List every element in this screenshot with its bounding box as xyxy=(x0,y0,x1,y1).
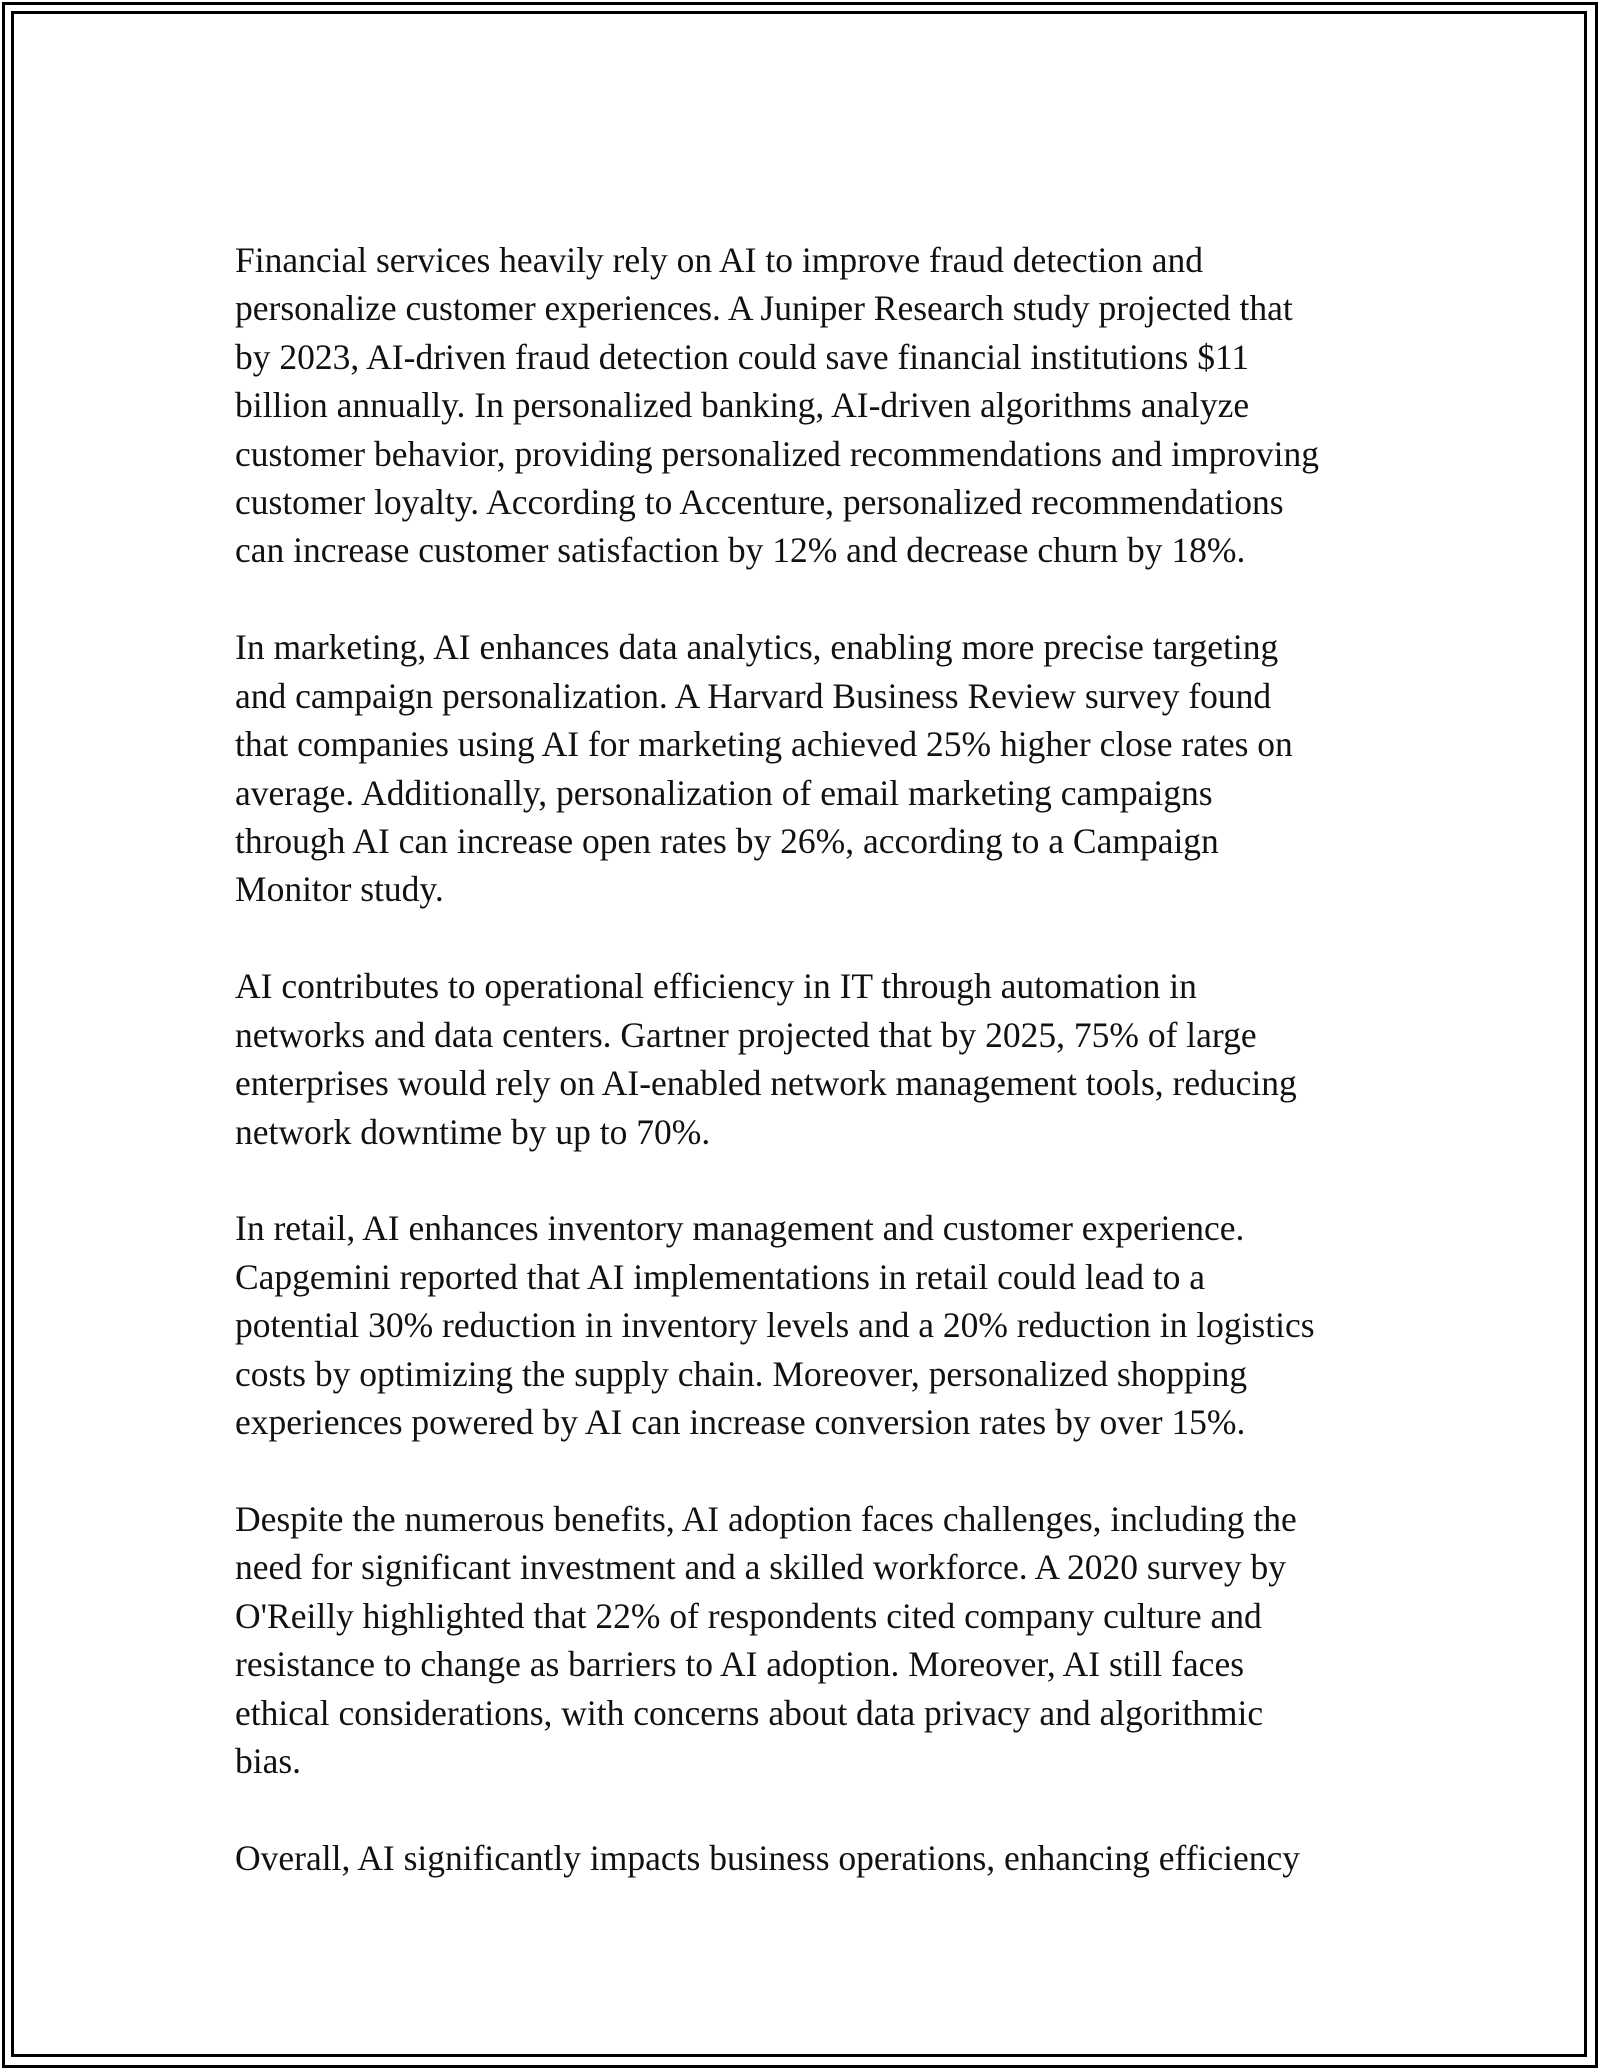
paragraph-it-operations: AI contributes to operational efficiency in IT through automation in networks and data centers. Gartner projected that by 2025, 75% of large enterprises would rely on AI-enabled network management tools, reducing network downtime by up to 70%. xyxy=(235,966,1297,1152)
document-body xyxy=(235,236,1365,1931)
paragraph-overall: Overall, AI significantly impacts business operations, enhancing efficiency xyxy=(235,1837,1301,1878)
paragraph-challenges: Despite the numerous benefits, AI adoption faces challenges, including the need for significant investment and a skilled workforce. A 2020 survey by O'Reilly highlighted that 22% of respondents cited company culture and resistance to change as barriers to AI adoption. Moreover, AI still faces ethical considerations, with concerns about data privacy and algorithmic bias. xyxy=(235,1498,1297,1781)
paragraph-retail: In retail, AI enhances inventory management and customer experience. Capgemini reported that AI implementations in retail could lead to a potential 30% reduction in inventory levels and a 20% reduction in logistics costs by optimizing the supply chain. Moreover, personalized shopping experiences powered by AI can increase conversion rates by over 15%. xyxy=(235,1208,1315,1443)
paragraph-marketing: In marketing, AI enhances data analytics, enabling more precise targeting and campaign personalization. A Harvard Business Review survey found that companies using AI for marketing achieved 25% higher close rates on average. Additionally, personalization of email marketing campaigns through AI can increase open rates by 26%, according to a Campaign Monitor study. xyxy=(235,627,1293,910)
paragraph-financial-services: Financial services heavily rely on AI to improve fraud detection and personalize customer experiences. A Juniper Research study projected that by 2023, AI-driven fraud detection could save financial institutions $11 billion annually. In personalized banking, AI-driven algorithms analyze customer behavior, providing personalized recommendations and improving customer loyalty. According to Accenture, personalized recommendations can increase customer satisfaction by 12% and decrease churn by 18%. xyxy=(235,240,1319,571)
